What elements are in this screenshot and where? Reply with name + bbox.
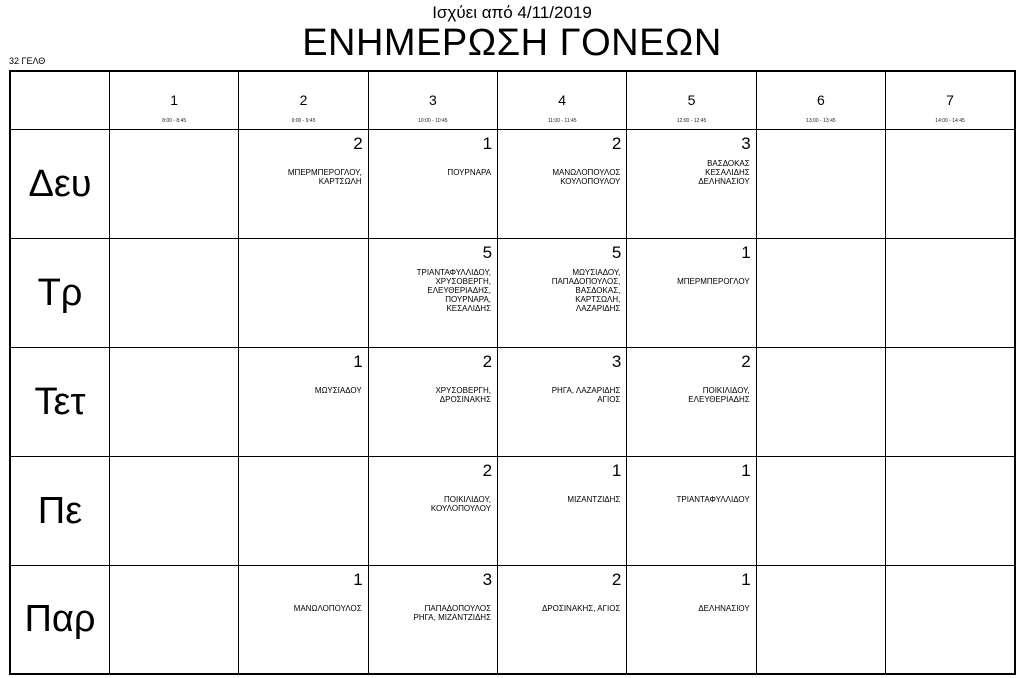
slot-cell — [627, 238, 756, 347]
period-header-2 — [239, 71, 368, 129]
day-row-wed — [10, 347, 1015, 456]
corner-cell — [10, 71, 110, 129]
period-number: 6 — [816, 92, 825, 108]
day-name: Τετ — [34, 380, 86, 423]
period-time: 10:00 - 10:45 — [418, 118, 448, 124]
slot-count: 3 — [482, 569, 493, 589]
period-header-3 — [368, 71, 497, 129]
period-time: 13:00 - 13:45 — [806, 118, 836, 124]
slot-count: 1 — [611, 460, 622, 480]
slot-names: ΜΩΥΣΙΑΔΟΥ, ΠΑΠΑΔΟΠΟΥΛΟΣ, ΒΑΣΔΟΚΑΣ, ΚΑΡΤΣΩΛΗ, ΛΑΖΑΡΙΔΗΣ — [551, 267, 621, 313]
slot-cell — [239, 238, 368, 347]
period-time: 14:00 - 14:45 — [935, 118, 965, 124]
day-label-cell — [10, 456, 110, 565]
slot-cell — [886, 456, 1015, 565]
class-label: 32 ΓΕΛΘ — [9, 56, 46, 66]
slot-cell — [886, 565, 1015, 674]
period-number: 4 — [558, 92, 567, 108]
slot-names: ΠΟΙΚΙΛΙΔΟΥ, ΕΛΕΥΘΕΡΙΑΔΗΣ — [688, 385, 750, 404]
slot-names: ΡΗΓΑ, ΛΑΖΑΡΙΔΗΣ ΑΓΙΟΣ — [551, 385, 621, 404]
slot-count — [757, 130, 885, 134]
slot-cell — [368, 129, 497, 238]
period-number: 1 — [170, 92, 179, 108]
slot-count — [110, 566, 238, 570]
slot-cell — [110, 238, 239, 347]
period-time: 11:00 - 11:45 — [547, 118, 577, 124]
slot-cell — [368, 238, 497, 347]
slot-count — [110, 348, 238, 352]
period-time: 8:00 - 8:45 — [162, 118, 187, 124]
period-time: 12:00 - 12:45 — [676, 118, 707, 124]
slot-cell — [756, 456, 885, 565]
slot-count: 1 — [741, 460, 751, 480]
slot-cell — [368, 456, 497, 565]
slot-count: 1 — [741, 242, 751, 262]
slot-count: 2 — [611, 569, 622, 589]
slot-names: ΜΠΕΡΜΠΕΡΟΓΛΟΥ, ΚΑΡΤΣΩΛΗ — [287, 167, 362, 186]
day-label-cell — [10, 347, 110, 456]
valid-from-date: Ισχύει από 4/11/2019 — [432, 3, 592, 22]
slot-count: 2 — [482, 351, 493, 371]
period-header-4 — [498, 71, 627, 129]
timetable — [9, 70, 1016, 675]
slot-cell — [498, 238, 627, 347]
slot-names: ΤΡΙΑΝΤΑΦΥΛΛΙΔΟΥ — [676, 494, 750, 504]
slot-cell — [239, 456, 368, 565]
period-header-6 — [756, 71, 885, 129]
slot-count — [110, 457, 238, 461]
slot-count: 3 — [611, 351, 622, 371]
period-number: 7 — [946, 92, 954, 108]
day-name: Δευ — [28, 162, 92, 205]
slot-cell — [239, 347, 368, 456]
period-number: 2 — [299, 92, 308, 108]
slot-names: ΜΑΝΩΛΟΠΟΥΛΟΣ — [293, 603, 362, 613]
slot-names: ΤΡΙΑΝΤΑΦΥΛΛΙΔΟΥ, ΧΡΥΣΟΒΕΡΓΗ, ΕΛΕΥΘΕΡΙΑΔΗΣ, ΠΟΥΡΝΑΡΑ, ΚΕΣΑΛΙΔΗΣ — [416, 267, 492, 313]
slot-count: 5 — [611, 242, 622, 262]
slot-cell — [756, 347, 885, 456]
day-name: Τρ — [37, 271, 83, 314]
slot-count — [239, 239, 367, 243]
slot-cell — [239, 129, 368, 238]
slot-names: ΔΡΟΣΙΝΑΚΗΣ, ΑΓΙΟΣ — [541, 603, 621, 613]
slot-count — [886, 130, 1014, 134]
slot-names: ΠΟΥΡΝΑΡΑ — [447, 167, 492, 177]
period-header-7 — [886, 71, 1015, 129]
period-header-5 — [627, 71, 756, 129]
slot-cell — [886, 347, 1015, 456]
slot-cell — [756, 238, 885, 347]
slot-count: 2 — [482, 460, 493, 480]
slot-cell — [110, 565, 239, 674]
slot-names: ΧΡΥΣΟΒΕΡΓΗ, ΔΡΟΣΙΝΑΚΗΣ — [435, 385, 492, 404]
slot-cell — [886, 129, 1015, 238]
slot-count: 2 — [611, 133, 622, 153]
slot-names: ΔΕΛΗΝΑΣΙΟΥ — [698, 603, 750, 613]
slot-names: ΜΩΥΣΙΑΔΟΥ — [314, 385, 362, 395]
slot-count: 1 — [353, 569, 363, 589]
slot-cell — [368, 565, 497, 674]
slot-cell — [756, 565, 885, 674]
day-label-cell — [10, 238, 110, 347]
slot-count — [757, 457, 885, 461]
slot-cell — [627, 347, 756, 456]
day-label-cell — [10, 565, 110, 674]
day-row-mon — [10, 129, 1015, 238]
period-header-1 — [110, 71, 239, 129]
slot-cell — [756, 129, 885, 238]
day-row-fri — [10, 565, 1015, 674]
slot-cell — [110, 129, 239, 238]
period-number: 3 — [428, 92, 437, 108]
slot-count: 2 — [741, 351, 751, 371]
day-row-thu — [10, 456, 1015, 565]
period-time: 9:00 - 9:45 — [291, 118, 316, 124]
slot-count — [757, 239, 885, 243]
slot-cell — [886, 238, 1015, 347]
slot-count — [886, 239, 1014, 243]
slot-cell — [627, 456, 756, 565]
slot-cell — [110, 456, 239, 565]
slot-cell — [239, 565, 368, 674]
period-number: 5 — [687, 92, 696, 108]
slot-names: ΠΑΠΑΔΟΠΟΥΛΟΣ ΡΗΓΑ, ΜΙΖΑΝΤΖΙΔΗΣ — [413, 603, 492, 622]
slot-count: 1 — [482, 133, 493, 153]
slot-count: 1 — [741, 569, 751, 589]
period-header-row — [10, 71, 1015, 129]
slot-count: 3 — [741, 133, 751, 153]
slot-cell — [627, 129, 756, 238]
slot-count — [886, 348, 1014, 352]
day-name: Παρ — [24, 598, 96, 641]
slot-cell — [498, 347, 627, 456]
slot-cell — [627, 565, 756, 674]
slot-count — [239, 457, 367, 461]
slot-count — [886, 457, 1014, 461]
slot-count — [757, 348, 885, 352]
slot-names: ΜΑΝΩΛΟΠΟΥΛΟΣ ΚΟΥΛΟΠΟΥΛΟΥ — [552, 167, 621, 186]
slot-count: 2 — [353, 133, 363, 153]
slot-names: ΠΟΙΚΙΛΙΔΟΥ, ΚΟΥΛΟΠΟΥΛΟΥ — [430, 494, 492, 513]
slot-cell — [110, 347, 239, 456]
slot-names: ΜΠΕΡΜΠΕΡΟΓΛΟΥ — [677, 276, 750, 286]
slot-count — [886, 566, 1014, 570]
slot-count: 5 — [482, 242, 493, 262]
slot-names: ΒΑΣΔΟΚΑΣ ΚΕΣΑΛΙΔΗΣ ΔΕΛΗΝΑΣΙΟΥ — [698, 158, 750, 186]
day-label-cell — [10, 129, 110, 238]
slot-count — [110, 239, 238, 243]
slot-cell — [368, 347, 497, 456]
slot-count — [757, 566, 885, 570]
day-row-tue — [10, 238, 1015, 347]
slot-cell — [498, 129, 627, 238]
day-name: Πε — [37, 489, 83, 532]
slot-count: 1 — [353, 351, 363, 371]
slot-cell — [498, 565, 627, 674]
slot-cell — [498, 456, 627, 565]
page-title: ΕΝΗΜΕΡΩΣΗ ΓΟΝΕΩΝ — [302, 22, 722, 64]
slot-names: ΜΙΖΑΝΤΖΙΔΗΣ — [567, 494, 621, 504]
slot-count — [110, 130, 238, 134]
